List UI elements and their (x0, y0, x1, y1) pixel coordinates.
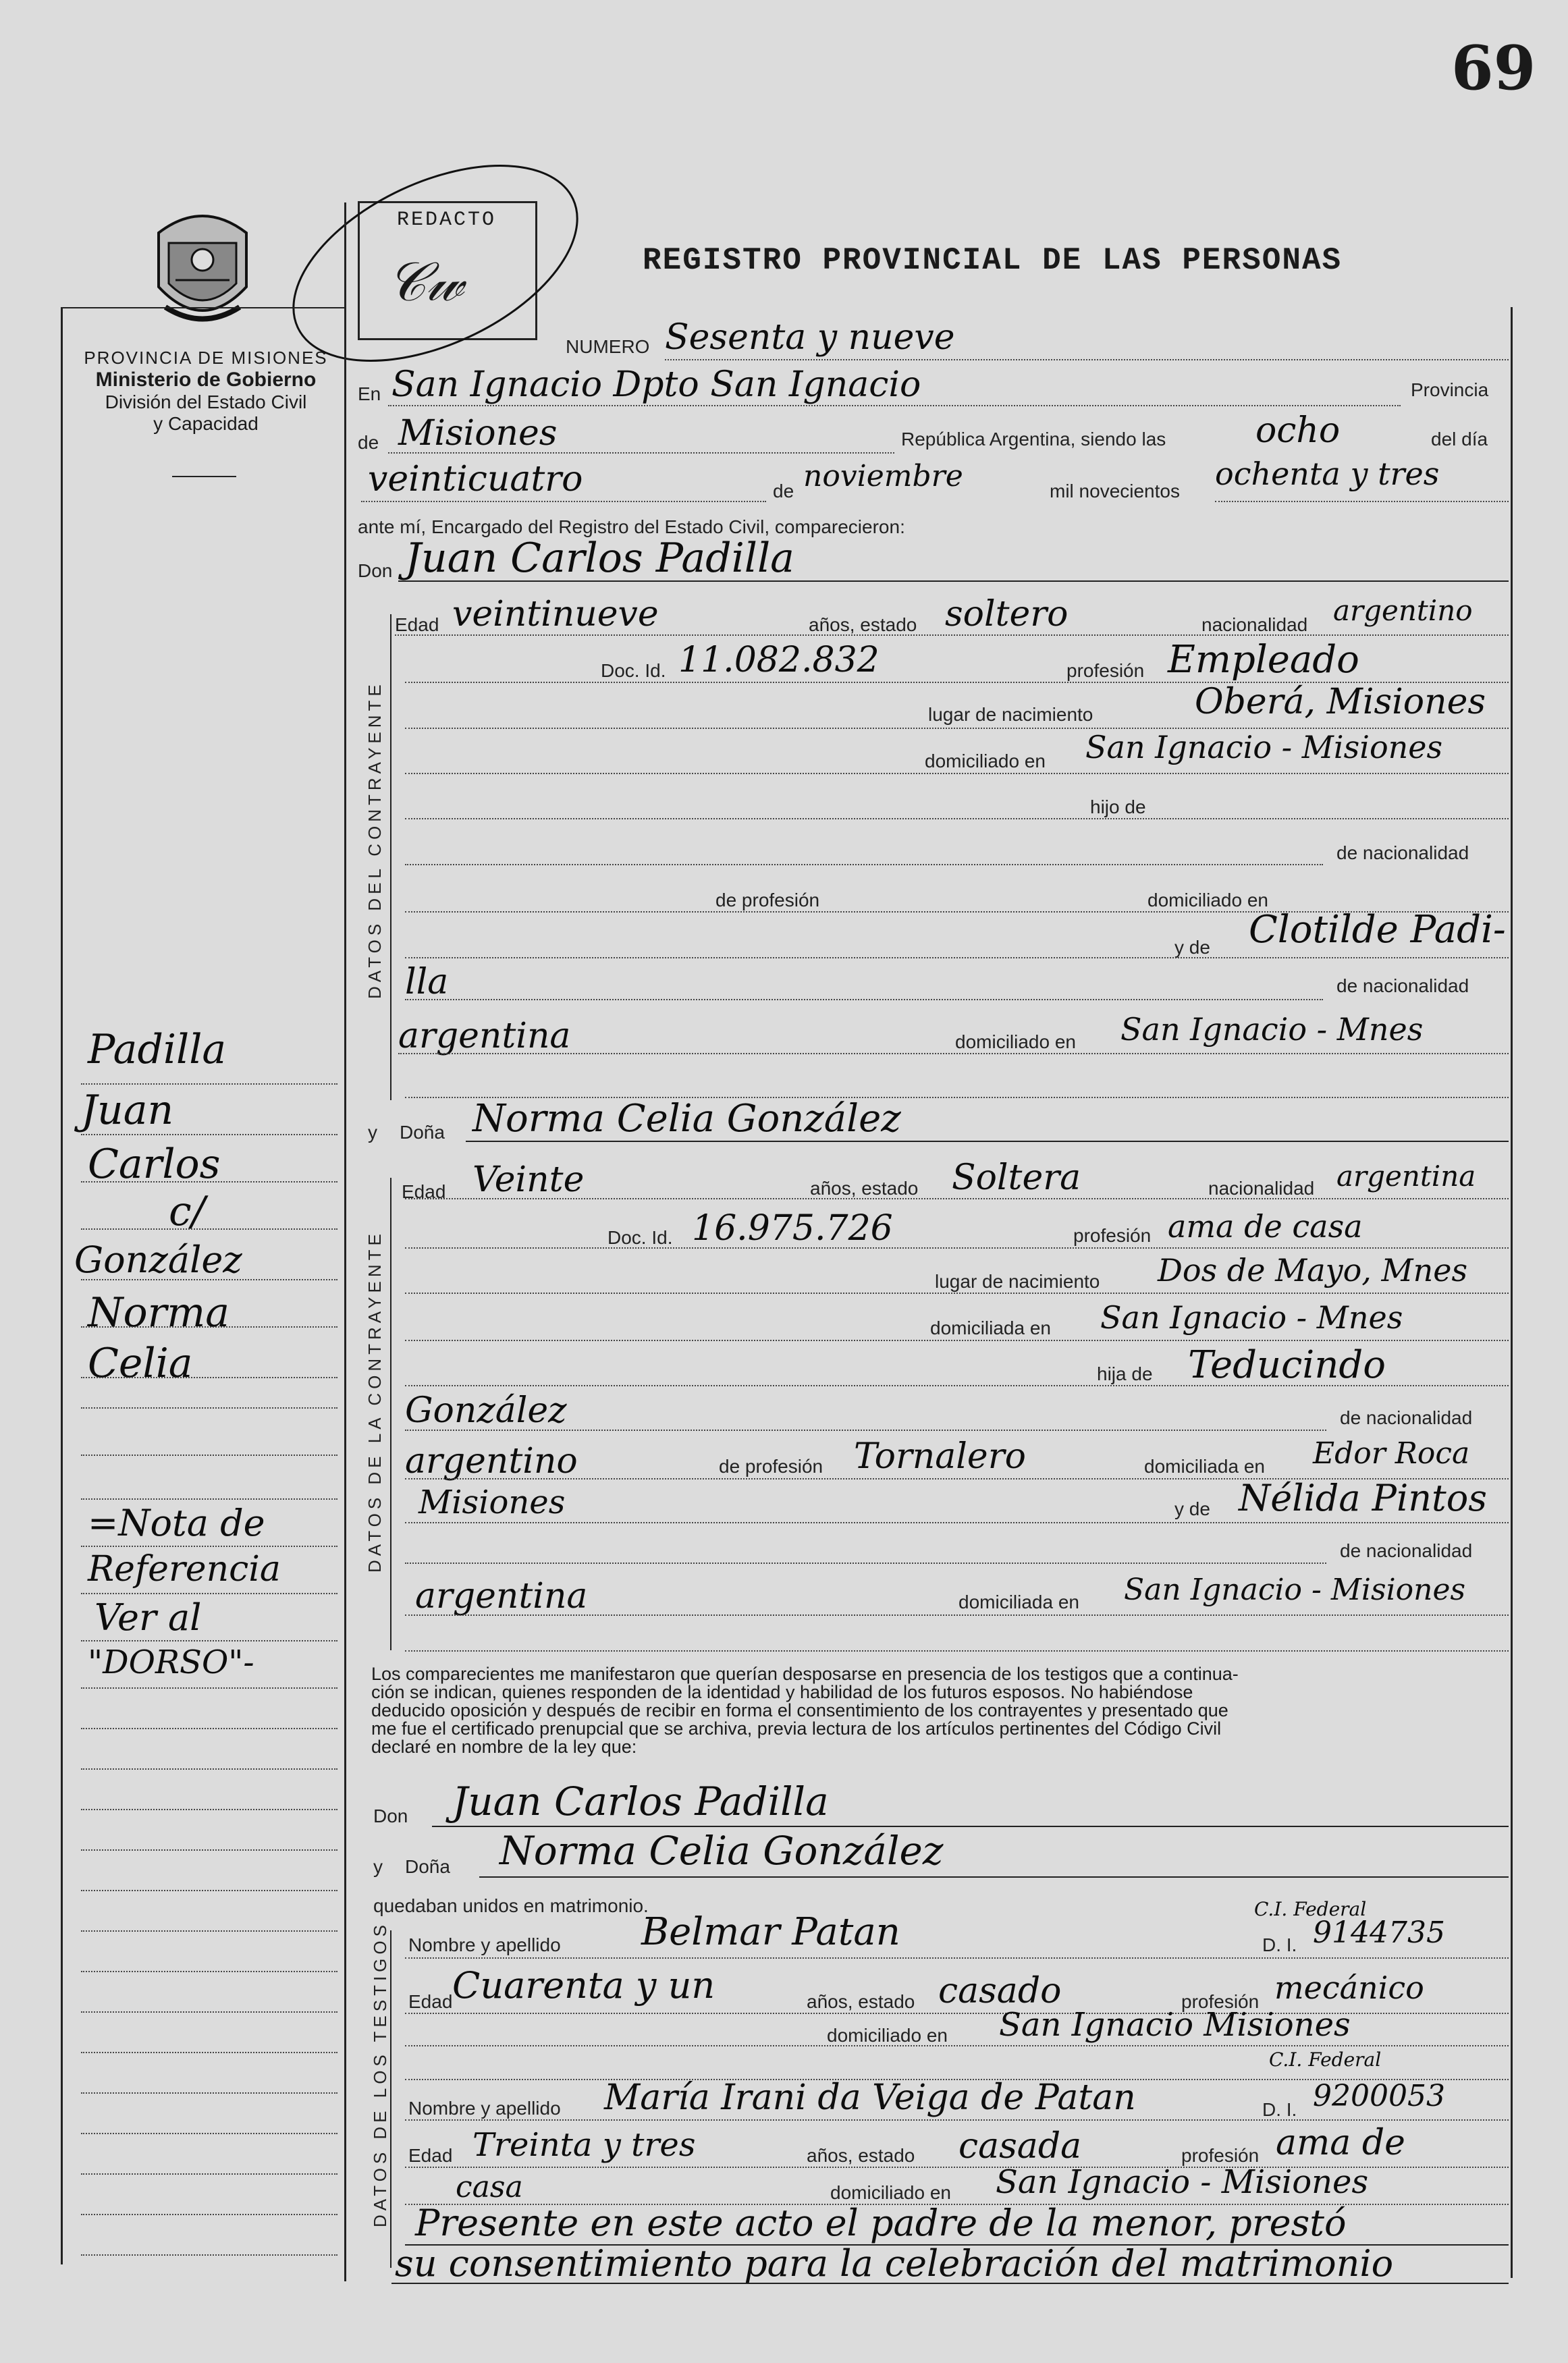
bride-father-dom-label: domiciliada en (1144, 1456, 1265, 1477)
declare-don-line (432, 1826, 1509, 1827)
witness2-estado: casada (958, 2126, 1082, 2167)
bride-mother-dom: San Ignacio - Misiones (1124, 1573, 1466, 1607)
provincia-value: Misiones (398, 413, 558, 454)
bride-father-dom2: Misiones (418, 1484, 566, 1521)
groom-section-label: DATOS DEL CONTRAYENTE (364, 680, 385, 999)
groom-section-border (390, 614, 391, 1100)
groom-father-nac-line (405, 864, 1323, 865)
lugar-value: San Ignacio Dpto San Ignacio (391, 364, 921, 405)
bride-profesion: ama de casa (1168, 1208, 1363, 1245)
witness1-dom-label: domiciliado en (827, 2025, 948, 2046)
consent-note-rule2 (391, 2283, 1509, 2284)
witness1-edad: Cuarenta y un (452, 1964, 715, 2007)
bride-mother-dom-label: domiciliada en (958, 1592, 1079, 1612)
stamp-signature: 𝒞𝓌 (387, 250, 464, 313)
numero-label: NUMERO (566, 336, 650, 357)
bride-edad-line (405, 1198, 1509, 1199)
bride-doc-line (405, 1247, 1509, 1249)
paragraph-line: ción se indican, quienes responden de la identidad y habilidad de los futuros esposos. No habiéndose (371, 1682, 1193, 1702)
witness1-name-label: Nombre y apellido (408, 1934, 561, 1955)
bride-edad: Veinte (472, 1160, 585, 1200)
paragraph-line: me fue el certificado prenupcial que se archiva, previa lectura de los artículos pertinentes del Código Civil (371, 1718, 1222, 1739)
groom-estado-label: años, estado (809, 614, 917, 635)
quedaban-text: quedaban unidos en matrimonio. (373, 1895, 649, 1916)
witness1-profesion: mecánico (1274, 1970, 1424, 2006)
declare-don: Juan Carlos Padilla (452, 1778, 829, 1824)
witness-section-label: DATOS DE LOS TESTIGOS (370, 1921, 390, 2227)
groom-mother-cont: lla (405, 962, 449, 1002)
mes-de-label: de (773, 481, 794, 501)
bride-mother-nac-label: de nacionalidad (1340, 1540, 1473, 1561)
office-ministry: Ministerio de Gobierno (95, 369, 317, 391)
margin-note-line: Juan (81, 1087, 174, 1134)
bride-father-dom: Edor Roca (1313, 1436, 1470, 1471)
groom-estado: soltero (945, 594, 1069, 634)
witness2-di-label: D. I. (1262, 2099, 1297, 2120)
paragraph-line: declaré en nombre de la ley que: (371, 1737, 637, 1757)
mil-novecientos-label: mil novecientos (1050, 481, 1180, 501)
bride-y-label: y (368, 1122, 377, 1143)
margin-note-line: Celia (88, 1340, 193, 1387)
bride-nacionalidad-label: nacionalidad (1208, 1178, 1315, 1199)
bride-mother: Nélida Pintos (1239, 1477, 1487, 1519)
margin-note-line: c/ (169, 1188, 205, 1235)
bride-mother-nac-line (405, 1563, 1326, 1564)
office-division: División del Estado Civil (105, 391, 307, 412)
bride-domicilio-line (405, 1340, 1509, 1341)
bride-estado: Soltera (952, 1158, 1081, 1198)
bride-mother-dom-line (405, 1614, 1509, 1616)
witness1-dom-line (405, 2045, 1509, 2046)
bride-section-border (390, 1178, 391, 1650)
dia-value: veinticuatro (368, 459, 583, 499)
groom-edad-label: Edad (395, 614, 439, 635)
office-divider (172, 476, 236, 477)
bride-hija-label: hija de (1097, 1363, 1153, 1384)
groom-doc-label: Doc. Id. (601, 660, 666, 681)
province-seal (145, 206, 260, 334)
ante-mi-text: ante mí, Encargado del Registro del Estado Civil, comparecieron: (358, 516, 905, 537)
groom-domicilio: San Ignacio - Misiones (1085, 729, 1443, 765)
groom-nacimiento: Oberá, Misiones (1195, 682, 1486, 722)
provincia-line (388, 452, 894, 454)
numero-line (665, 359, 1509, 360)
en-label: En (358, 383, 381, 404)
stamp-label: REDACTO (397, 209, 497, 232)
paragraph-line: deducido oposición y después de recibir en forma el consentimiento de los contrayentes y presentado que (371, 1700, 1228, 1720)
margin-note-line: Ver al (94, 1596, 202, 1639)
groom-y-de-label: y de (1174, 937, 1210, 958)
witness2-name-line (405, 2119, 1509, 2121)
witness2-profesion: ama de (1276, 2123, 1405, 2163)
bride-domicilio: San Ignacio - Mnes (1100, 1299, 1403, 1336)
margin-note-line: =Nota de (88, 1502, 265, 1544)
left-margin-border (61, 307, 63, 2264)
consent-note-line2: su consentimiento para la celebración del matrimonio (395, 2242, 1394, 2285)
groom-mother-nac-label: de nacionalidad (1336, 975, 1469, 996)
witness2-edad: Treinta y tres (472, 2126, 696, 2164)
groom-mother-dom-label: domiciliado en (955, 1031, 1076, 1052)
paragraph-line: Los comparecientes me manifestaron que querían desposarse en presencia de los testigos que a continua- (371, 1664, 1239, 1684)
witness1-profesion-label: profesión (1181, 1991, 1260, 2012)
groom-profesion: Empleado (1168, 638, 1359, 682)
del-dia-label: del día (1431, 429, 1488, 450)
numero-value: Sesenta y nueve (665, 317, 955, 358)
lugar-line (388, 405, 1401, 406)
mes-value: noviembre (803, 459, 963, 493)
groom-don-label: Don (358, 560, 393, 581)
groom-domicilio-label: domiciliado en (925, 751, 1046, 771)
bride-father-prof-label: de profesión (719, 1456, 823, 1477)
groom-domicilio-line (405, 773, 1509, 774)
groom-father-prof-label: de profesión (715, 890, 820, 911)
anio-line (1215, 501, 1509, 502)
dia-line (361, 501, 766, 502)
groom-mother-line (405, 957, 1509, 958)
groom-nacimiento-label: lugar de nacimiento (928, 704, 1093, 725)
hora-value: ocho (1255, 410, 1341, 451)
witness1-edad-label: Edad (408, 1991, 453, 2012)
witness2-estado-label: años, estado (807, 2145, 915, 2166)
declare-dona-label: Doña (405, 1856, 450, 1877)
groom-hijo-line (405, 818, 1509, 819)
witness1-dom: San Ignacio Misiones (999, 2006, 1351, 2044)
bride-father-nac-label: de nacionalidad (1340, 1407, 1473, 1428)
de-label: de (358, 432, 379, 453)
witness1-estado-label: años, estado (807, 1991, 915, 2012)
groom-father-nac-label: de nacionalidad (1336, 842, 1469, 863)
bride-doc-label: Doc. Id. (607, 1227, 673, 1248)
witness2-dom: San Ignacio - Misiones (996, 2163, 1369, 2201)
bride-estado-label: años, estado (810, 1178, 919, 1199)
bride-nacimiento: Dos de Mayo, Mnes (1158, 1252, 1468, 1288)
witness2-ci-note: C.I. Federal (1269, 2048, 1382, 2071)
bride-nacionalidad: argentina (1336, 1160, 1476, 1193)
bride-dona-label: Doña (400, 1122, 445, 1143)
groom-edad-line (395, 634, 1509, 636)
office-capacity: y Capacidad (153, 413, 259, 434)
bride-name: Norma Celia González (472, 1097, 901, 1141)
groom-mother-nac: argentina (398, 1016, 571, 1056)
consent-note-line1: Presente en este acto el padre de la menor, prestó (415, 2202, 1347, 2244)
groom-hijo-label: hijo de (1090, 796, 1146, 817)
witness2-profesion-label: profesión (1181, 2145, 1260, 2166)
witness2-name: María Irani da Veiga de Patan (604, 2077, 1136, 2118)
bride-father: Teducindo (1188, 1343, 1386, 1387)
bride-father-prof: Tornalero (854, 1436, 1026, 1477)
groom-mother-dom: San Ignacio - Mnes (1120, 1011, 1424, 1048)
signature-oval (277, 155, 594, 375)
bride-nacimiento-line (405, 1293, 1509, 1294)
margin-note-line: Norma (88, 1289, 229, 1336)
page-number: 69 (1451, 32, 1536, 104)
groom-nacionalidad-label: nacionalidad (1201, 614, 1308, 635)
top-border (61, 307, 344, 308)
bride-domicilio-label: domiciliada en (930, 1318, 1051, 1338)
office-block (67, 348, 344, 435)
witness1-di: 9144735 (1313, 1916, 1445, 1950)
bride-father-nac-line (405, 1430, 1326, 1431)
witness2-profesion-cont: casa (456, 2170, 523, 2204)
right-border (1511, 307, 1513, 2278)
bride-father-surname: González (405, 1390, 567, 1431)
declare-don-label: Don (373, 1805, 408, 1826)
witness1-di-label: D. I. (1262, 1934, 1297, 1955)
provincia-label: Provincia (1411, 379, 1489, 400)
groom-profesion-label: profesión (1066, 660, 1145, 681)
groom-mother-dom-line (398, 1053, 1509, 1054)
republica-label: República Argentina, siendo las (901, 429, 1166, 450)
declare-dona-line (479, 1876, 1509, 1878)
bride-doc: 16.975.726 (692, 1208, 893, 1249)
margin-column-border (344, 202, 346, 2281)
bride-y-de-label: y de (1174, 1498, 1210, 1519)
margin-note-line: González (74, 1239, 242, 1281)
groom-mother: Clotilde Padi- (1249, 908, 1506, 952)
anio-value: ochenta y tres (1215, 456, 1440, 492)
margin-note-line: Carlos (88, 1141, 221, 1188)
bride-section-label: DATOS DE LA CONTRAYENTE (364, 1230, 385, 1573)
witness2-name-label: Nombre y apellido (408, 2098, 561, 2119)
declaration-paragraph (371, 1665, 1512, 1756)
witness1-name: Belmar Patan (641, 1910, 900, 1954)
groom-father-dom-label: domiciliado en (1147, 890, 1268, 911)
bride-hija-line (405, 1385, 1509, 1386)
office-province: PROVINCIA DE MISIONES (84, 348, 328, 368)
bride-mother-nac: argentina (415, 1576, 588, 1617)
declare-dona: Norma Celia González (499, 1828, 944, 1874)
groom-name: Juan Carlos Padilla (405, 535, 794, 582)
document-title: REGISTRO PROVINCIAL DE LAS PERSONAS (643, 243, 1343, 278)
groom-nacionalidad: argentino (1333, 594, 1473, 627)
declare-y-label: y (373, 1856, 383, 1877)
bride-blank-line (405, 1650, 1509, 1652)
witness1-name-line (405, 1957, 1509, 1959)
bride-name-line (466, 1141, 1509, 1142)
groom-edad: veintinueve (452, 594, 659, 634)
bride-profesion-label: profesión (1073, 1225, 1152, 1246)
bride-edad-label: Edad (402, 1181, 446, 1202)
groom-name-line (398, 580, 1509, 582)
witness2-di: 9200053 (1313, 2079, 1445, 2113)
bride-father-nac: argentino (405, 1441, 578, 1482)
witness2-edad-label: Edad (408, 2145, 453, 2166)
groom-mother-nac-line (405, 999, 1323, 1000)
margin-note-line: Referencia (88, 1549, 281, 1590)
witness1-estado: casado (938, 1971, 1062, 2011)
groom-doc: 11.082.832 (678, 640, 880, 680)
witness2-dom-label: domiciliado en (830, 2182, 951, 2203)
bride-nacimiento-label: lugar de nacimiento (935, 1271, 1100, 1292)
margin-note-line: "DORSO"- (88, 1644, 254, 1681)
witness1-ci-note: C.I. Federal (1254, 1898, 1367, 1920)
bride-mother-line (405, 1522, 1509, 1523)
margin-note-line: Padilla (88, 1026, 227, 1073)
